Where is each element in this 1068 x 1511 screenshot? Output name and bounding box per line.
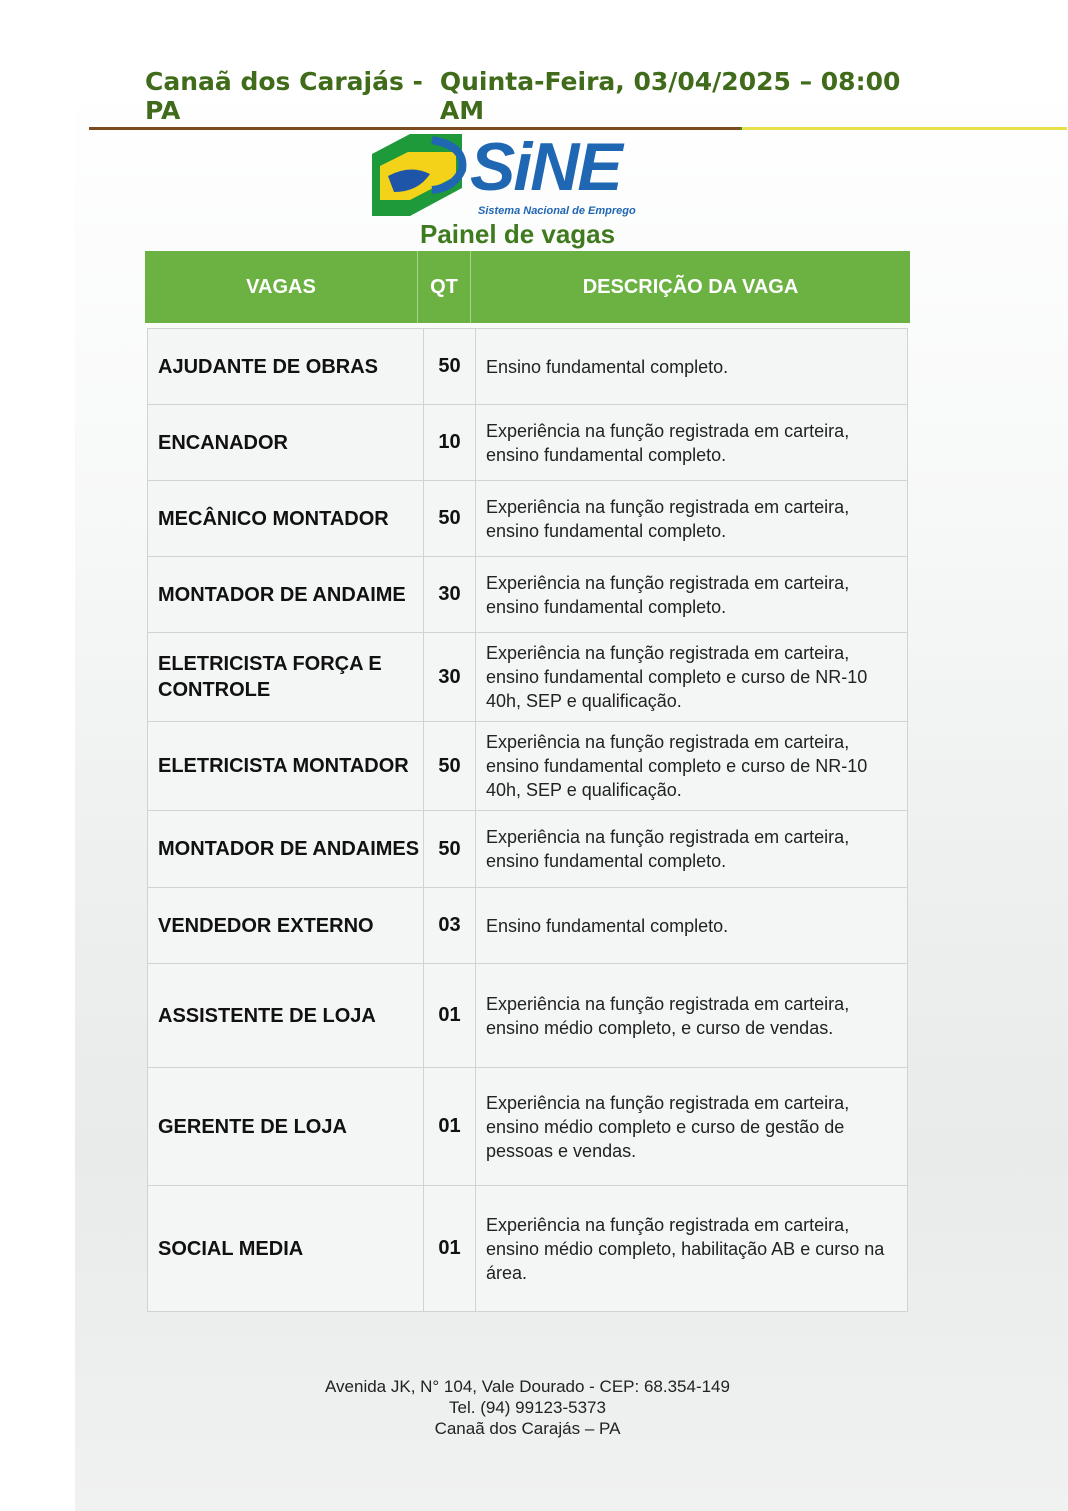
job-description: Experiência na função registrada em carteira, ensino fundamental completo e curso de NR-10 40h, SEP e qualificação.: [476, 722, 908, 811]
header-city: Canaã dos Carajás - PA: [145, 67, 423, 125]
table-row: [148, 329, 908, 405]
job-quantity: 50: [424, 481, 476, 557]
job-title: ELETRICISTA FORÇA E CONTROLE: [148, 633, 424, 722]
job-description: Experiência na função registrada em carteira, ensino fundamental completo.: [476, 811, 908, 888]
table-row: [148, 722, 908, 811]
job-description: Experiência na função registrada em carteira, ensino fundamental completo.: [476, 405, 908, 481]
table-row: [148, 1068, 908, 1186]
footer-city: Canaã dos Carajás – PA: [434, 1419, 621, 1438]
job-description: Experiência na função registrada em carteira, ensino médio completo, e curso de vendas.: [476, 964, 908, 1068]
job-quantity: 01: [424, 1068, 476, 1186]
table-row: [148, 1186, 908, 1312]
job-quantity: 50: [424, 722, 476, 811]
header-vagas: VAGAS: [145, 251, 418, 323]
header-bar: [145, 67, 910, 125]
job-title: ENCANADOR: [148, 405, 424, 481]
header-qt: QT: [418, 251, 471, 323]
job-quantity: 10: [424, 405, 476, 481]
table-row: [148, 481, 908, 557]
table-row: [148, 964, 908, 1068]
table-row: [148, 633, 908, 722]
job-description: Experiência na função registrada em carteira, ensino fundamental completo e curso de NR-10 40h, SEP e qualificação.: [476, 633, 908, 722]
footer-phone: Tel. (94) 99123-5373: [449, 1398, 606, 1417]
job-description: Experiência na função registrada em carteira, ensino fundamental completo.: [476, 557, 908, 633]
job-description: Ensino fundamental completo.: [476, 888, 908, 964]
header-descricao: DESCRIÇÃO DA VAGA: [582, 275, 799, 298]
table-row: [148, 811, 908, 888]
job-title: SOCIAL MEDIA: [148, 1186, 424, 1312]
job-title: ELETRICISTA MONTADOR: [148, 722, 424, 811]
job-quantity: 01: [424, 964, 476, 1068]
table-row: [148, 405, 908, 481]
job-title: MONTADOR DE ANDAIME: [148, 557, 424, 633]
job-quantity: 01: [424, 1186, 476, 1312]
table-row: [148, 888, 908, 964]
job-description: Experiência na função registrada em carteira, ensino fundamental completo.: [476, 481, 908, 557]
job-title: AJUDANTE DE OBRAS: [148, 329, 424, 405]
job-description: Experiência na função registrada em carteira, ensino médio completo e curso de gestão de pessoas e vendas.: [476, 1068, 908, 1186]
job-title: VENDEDOR EXTERNO: [148, 888, 424, 964]
job-title: ASSISTENTE DE LOJA: [148, 964, 424, 1068]
job-quantity: 50: [424, 811, 476, 888]
job-quantity: 50: [424, 329, 476, 405]
logo-wordmark: SiNE: [470, 129, 621, 205]
job-title: MONTADOR DE ANDAIMES: [148, 811, 424, 888]
job-quantity: 03: [424, 888, 476, 964]
page-title: Painel de vagas: [420, 219, 616, 249]
vacancy-table: [147, 328, 908, 1312]
footer-contact: [0, 1376, 1055, 1439]
table-row: [148, 557, 908, 633]
job-quantity: 30: [424, 633, 476, 722]
job-title: MECÂNICO MONTADOR: [148, 481, 424, 557]
header-rule-yellow: [742, 127, 1067, 130]
job-quantity: 30: [424, 557, 476, 633]
footer-address: Avenida JK, N° 104, Vale Dourado - CEP: 68.354-149: [325, 1377, 730, 1396]
table-header: [145, 251, 910, 323]
job-description: Experiência na função registrada em carteira, ensino médio completo, habilitação AB e curso na área.: [476, 1186, 908, 1312]
job-title: GERENTE DE LOJA: [148, 1068, 424, 1186]
header-datetime: Quinta-Feira, 03/04/2025 – 08:00 AM: [439, 67, 901, 125]
logo-subtitle: Sistema Nacional de Emprego: [478, 205, 636, 217]
job-description: Ensino fundamental completo.: [476, 329, 908, 405]
